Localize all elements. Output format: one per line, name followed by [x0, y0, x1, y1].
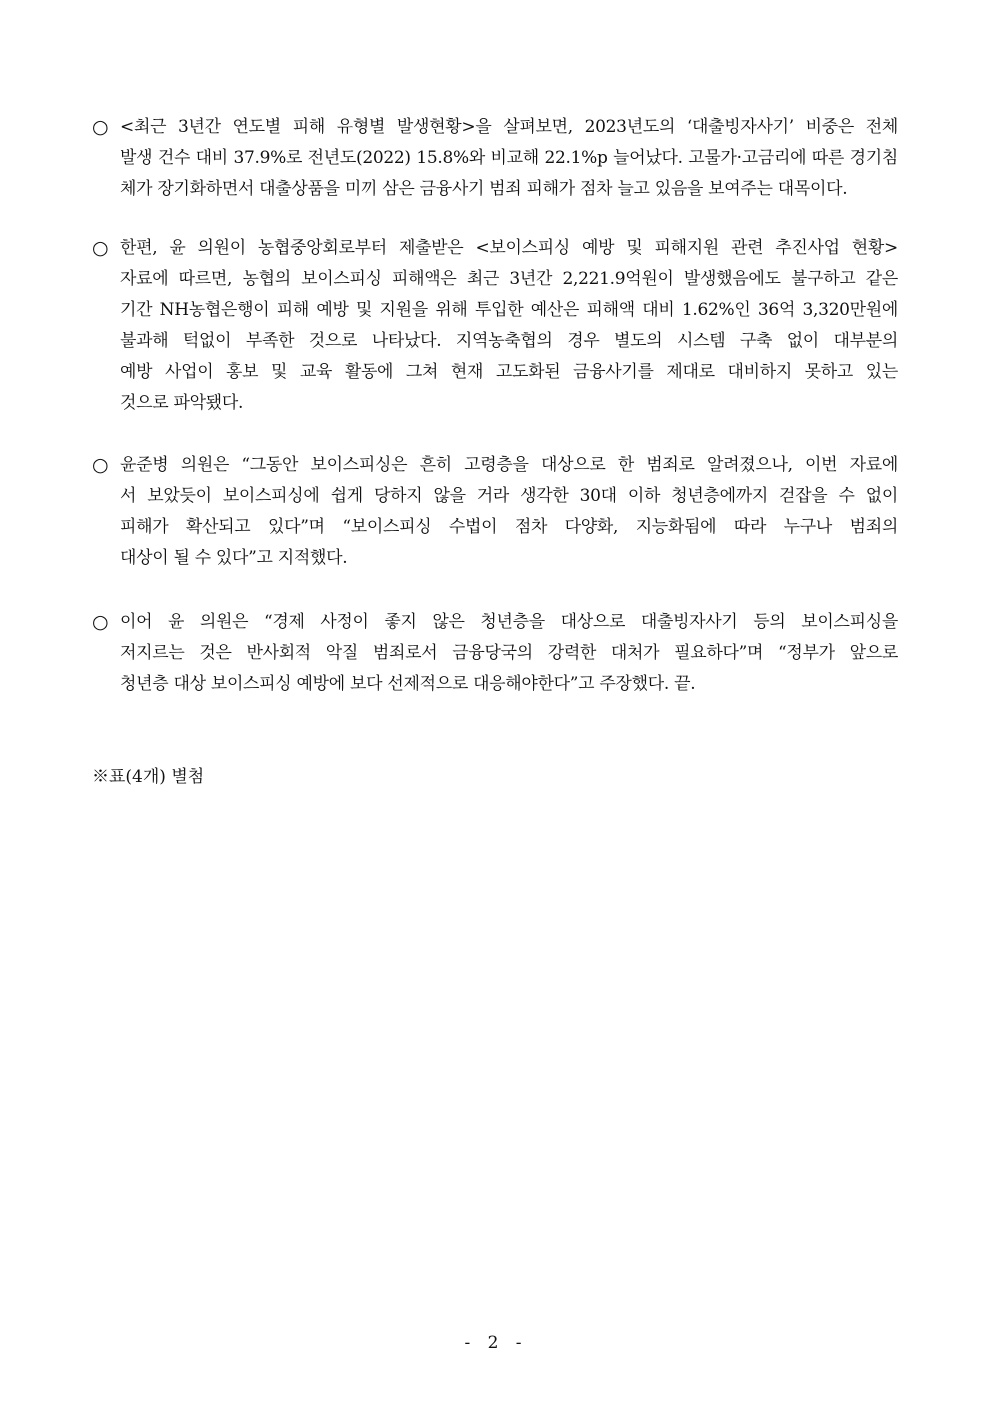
paragraph-line: 윤준병 의원은 “그동안 보이스피싱은 흔히 고령층을 대상으로 한 범죄로 알려졌으나, 이번 자료에	[120, 455, 898, 475]
attachment-note: ※표(4개) 별첨	[92, 767, 205, 787]
circle-bullet-icon: ○	[92, 116, 109, 138]
paragraph-line: 한편, 윤 의원이 농협중앙회로부터 제출받은 <보이스피싱 예방 및 피해지원 관련 추진사업 현황>	[120, 238, 898, 258]
paragraph-line: 청년층 대상 보이스피싱 예방에 보다 선제적으로 대응해야한다”고 주장했다. 끝.	[120, 674, 696, 694]
paragraph-line: 예방 사업이 홍보 및 교육 활동에 그쳐 현재 고도화된 금융사기를 제대로 대비하지 못하고 있는	[120, 362, 898, 382]
paragraph-line: 기간 NH농협은행이 피해 예방 및 지원을 위해 투입한 예산은 피해액 대비 1.62%인 36억 3,320만원에	[120, 300, 898, 320]
paragraph-damage-type-statistics	[92, 112, 898, 205]
paragraph-line: 피해가 확산되고 있다”며 “보이스피싱 수법이 점차 다양화, 지능화됨에 따라 누구나 범죄의	[120, 517, 898, 537]
paragraph-line: 것으로 파악됐다.	[120, 393, 244, 413]
paragraph-line: 대상이 될 수 있다”고 지적했다.	[120, 548, 348, 568]
paragraph-line: 불과해 턱없이 부족한 것으로 나타났다. 지역농축협의 경우 별도의 시스템 구축 없이 대부분의	[120, 331, 898, 351]
circle-bullet-icon: ○	[92, 454, 109, 476]
circle-bullet-icon: ○	[92, 611, 109, 633]
paragraph-line: 자료에 따르면, 농협의 보이스피싱 피해액은 최근 3년간 2,221.9억원이 발생했음에도 불구하고 같은	[120, 269, 898, 289]
paragraph-line: 이어 윤 의원은 “경제 사정이 좋지 않은 청년층을 대상으로 대출빙자사기 등의 보이스피싱을	[120, 612, 898, 632]
paragraph-nonghyup-budget	[92, 233, 898, 419]
paragraph-lawmaker-demand	[92, 607, 898, 700]
page-number: - 2 -	[464, 1333, 528, 1353]
paragraph-lawmaker-quote	[92, 450, 898, 574]
paragraph-line: 체가 장기화하면서 대출상품을 미끼 삼은 금융사기 범죄 피해가 점차 늘고 있음을 보여주는 대목이다.	[120, 179, 848, 199]
paragraph-line: 서 보았듯이 보이스피싱에 쉽게 당하지 않을 거라 생각한 30대 이하 청년층에까지 걷잡을 수 없이	[120, 486, 898, 506]
paragraph-line: 발생 건수 대비 37.9%로 전년도(2022) 15.8%와 비교해 22.1%p 늘어났다. 고물가·고금리에 따른 경기침	[120, 148, 898, 168]
circle-bullet-icon: ○	[92, 237, 109, 259]
paragraph-line: 저지르는 것은 반사회적 악질 범죄로서 금융당국의 강력한 대처가 필요하다”며 “정부가 앞으로	[120, 643, 898, 663]
paragraph-line: <최근 3년간 연도별 피해 유형별 발생현황>을 살펴보면, 2023년도의 ‘대출빙자사기’ 비중은 전체	[120, 117, 898, 137]
